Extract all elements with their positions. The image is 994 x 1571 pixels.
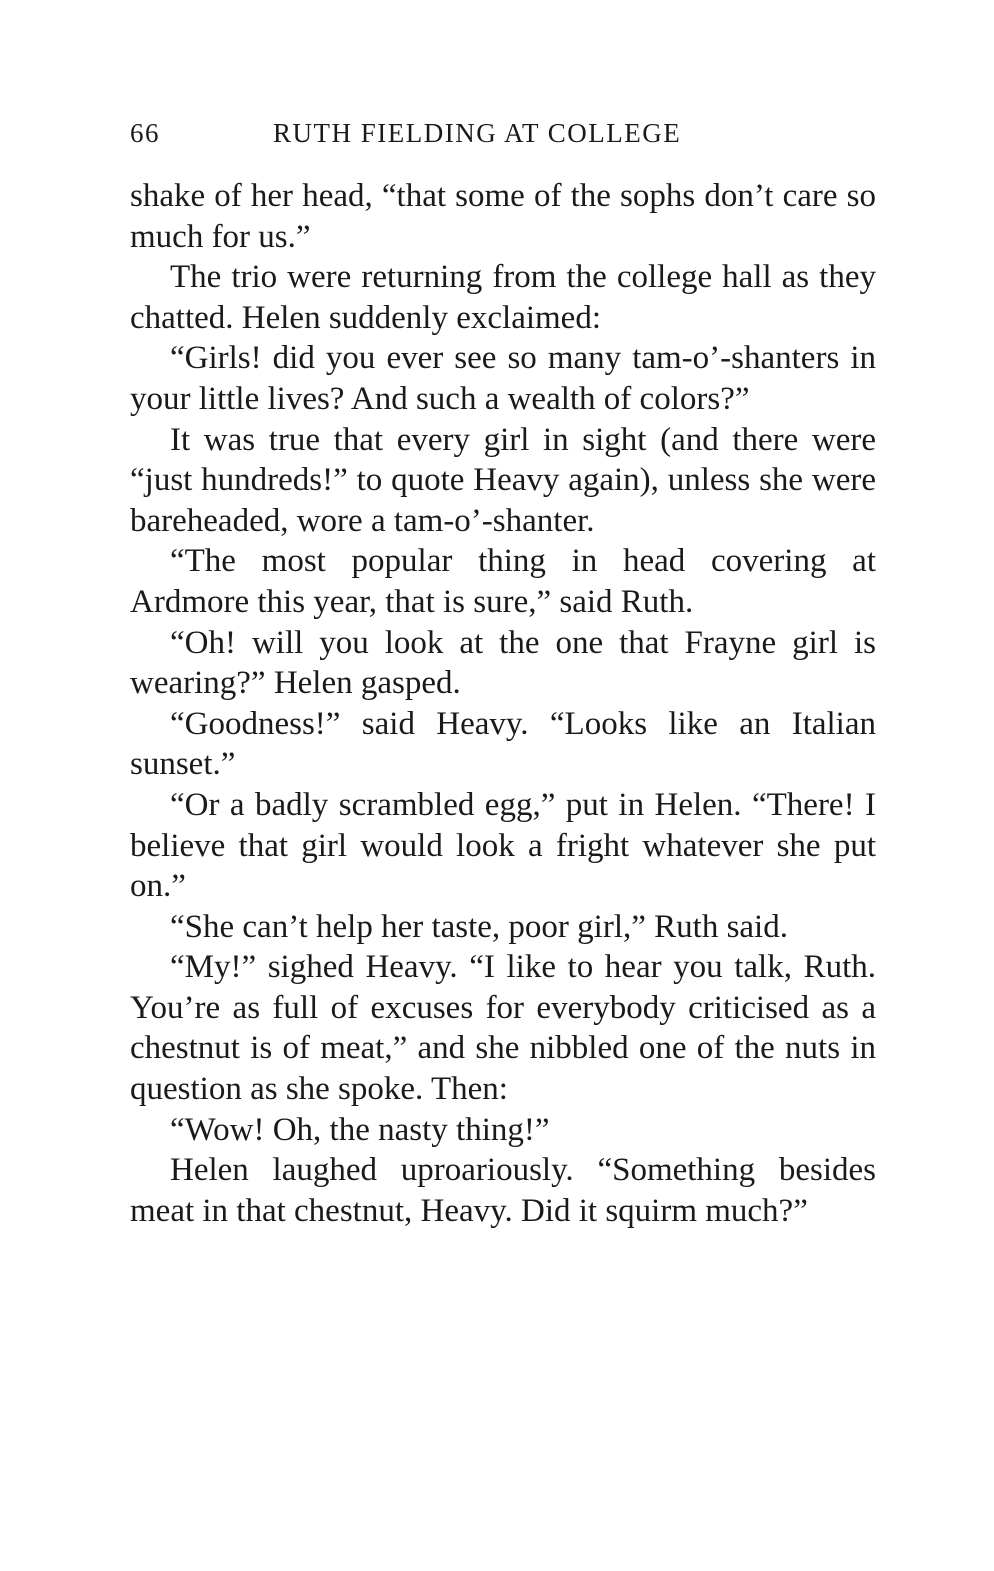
paragraph: shake of her head, “that some of the sophs don’t care so much for us.” [130, 178, 876, 255]
paragraph: “Wow! Oh, the nasty thing!” [170, 1111, 550, 1148]
paragraph: “She can’t help her taste, poor girl,” Ruth said. [170, 908, 788, 945]
paragraph: “Or a badly scrambled egg,” put in Helen. “There! I believe that girl would look a fright whatever she put on.” [130, 786, 876, 905]
paragraph: “Oh! will you look at the one that Frayne girl is wearing?” Helen gasped. [130, 624, 876, 702]
paragraph: “My!” sighed Heavy. “I like to hear you talk, Ruth. You’re as full of excuses for everybody criticised as a chestnut is of meat,” and she nibbled one of the nuts in question as she spoke. Then: [130, 949, 876, 1108]
page-header [130, 118, 880, 158]
body-text [130, 176, 876, 1231]
paragraph: It was true that every girl in sight (and there were “just hundreds!” to quote Heavy again), unless she were bareheaded, wore a tam-o’-shanter. [130, 421, 876, 539]
paragraph: “Goodness!” said Heavy. “Looks like an Italian sunset.” [130, 705, 876, 783]
page-number: 66 [130, 118, 160, 148]
paragraph: Helen laughed uproariously. “Something besides meat in that chestnut, Heavy. Did it squirm much?” [130, 1152, 876, 1229]
paragraph: “Girls! did you ever see so many tam-o’-shanters in your little lives? And such a wealth of colors?” [130, 340, 876, 417]
paragraph: “The most popular thing in head covering at Ardmore this year, that is sure,” said Ruth. [130, 543, 876, 620]
paragraph: The trio were returning from the college hall as they chatted. Helen suddenly exclaimed: [130, 259, 876, 336]
running-head: RUTH FIELDING AT COLLEGE [273, 118, 682, 148]
